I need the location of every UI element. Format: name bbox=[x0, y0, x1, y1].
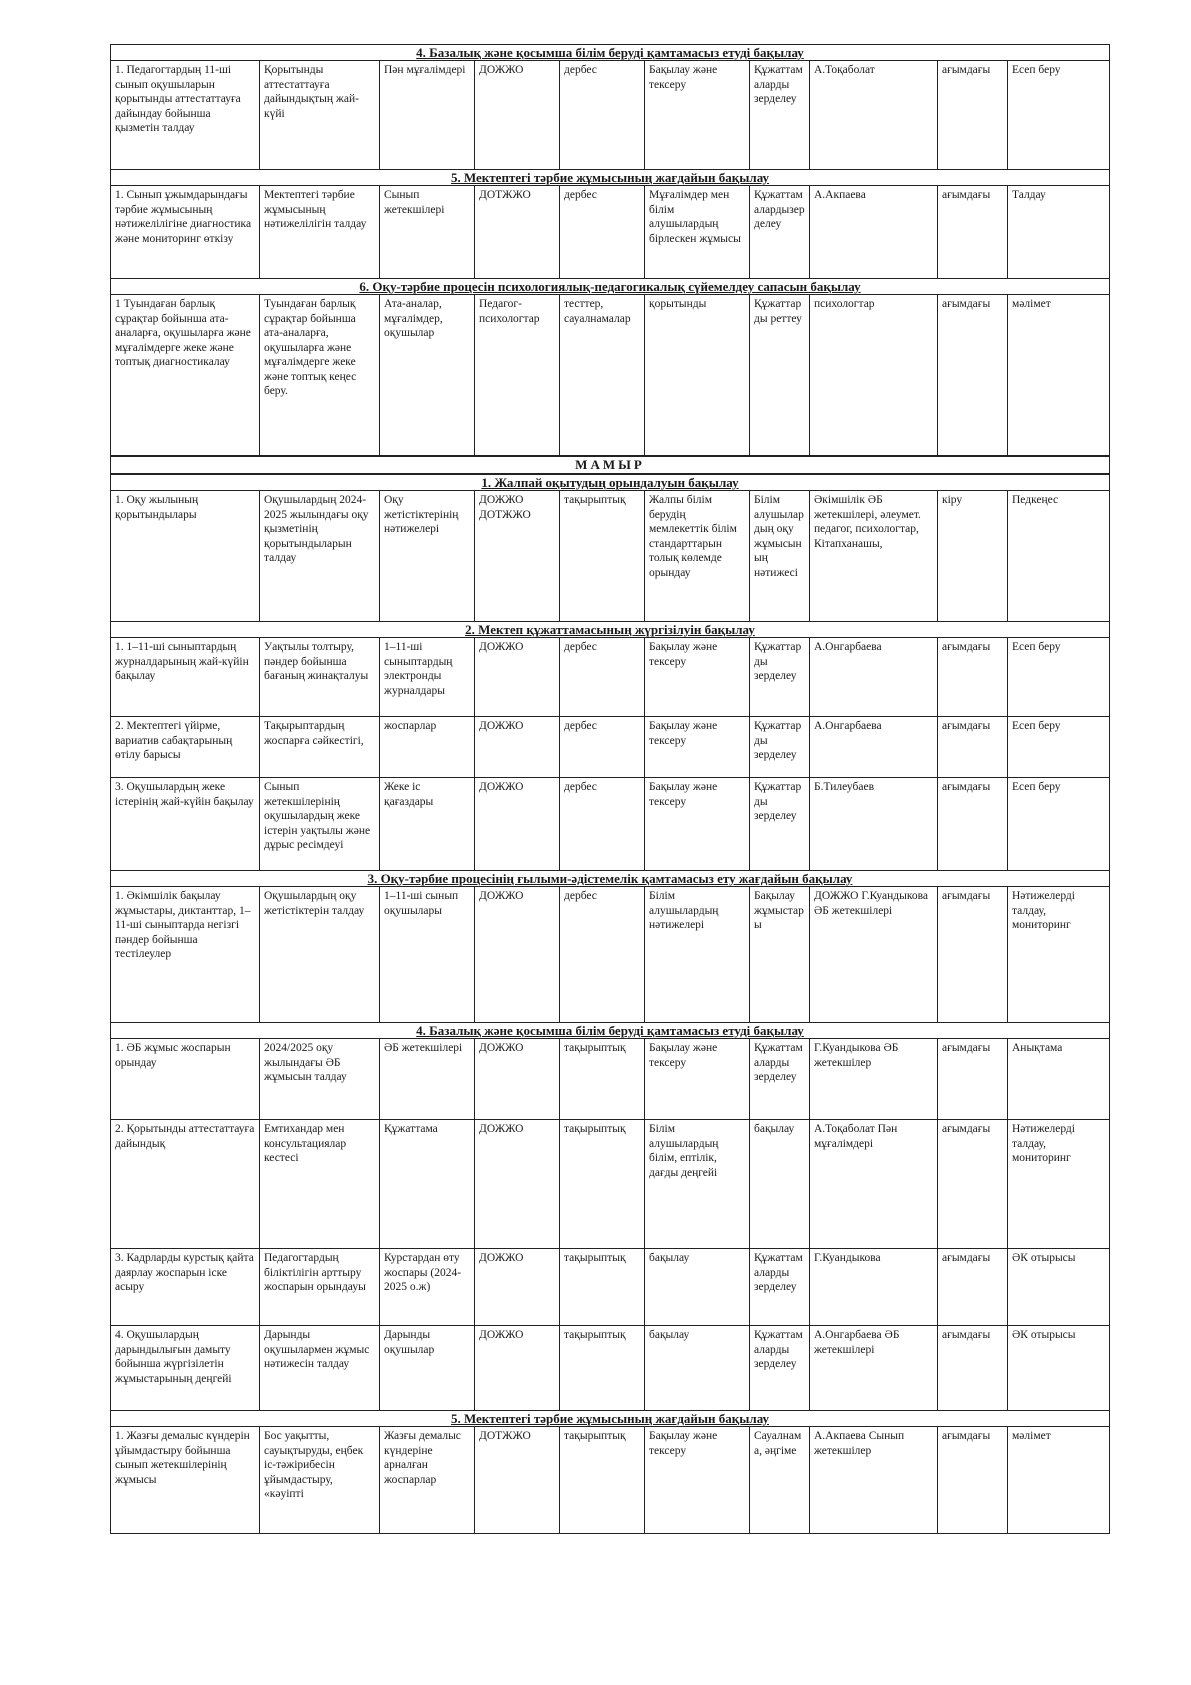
cell-method: дербес bbox=[559, 778, 644, 870]
cell-object: Пән мұғалімдері bbox=[379, 61, 474, 169]
cell-period: ағымдағы bbox=[937, 1427, 1007, 1533]
table-row bbox=[111, 491, 1109, 621]
cell-responsible: Б.Тилеубаев bbox=[809, 778, 937, 870]
cell-result: Талдау bbox=[1007, 186, 1111, 278]
cell-method: тақырыптық bbox=[559, 1039, 644, 1119]
section-title: 2. Мектеп құжаттамасының жүргізілуін бақылау bbox=[111, 622, 1109, 638]
cell-result: мәлімет bbox=[1007, 295, 1111, 455]
section bbox=[110, 44, 1110, 169]
cell-method: тесттер, сауалнамалар bbox=[559, 295, 644, 455]
cell-method: тақырыптық bbox=[559, 1120, 644, 1248]
cell-type: ДОЖЖО bbox=[474, 638, 559, 716]
cell-purpose: Уақтылы толтыру, пәндер бойынша бағаның жинақталуы bbox=[259, 638, 379, 716]
cell-object: Жеке іс қағаздары bbox=[379, 778, 474, 870]
cell-form: Құжаттарды зерделеу bbox=[749, 778, 809, 870]
cell-responsible: А.Тоқаболат bbox=[809, 61, 937, 169]
cell-period: ағымдағы bbox=[937, 186, 1007, 278]
cell-activity: 2. Қорытынды аттестаттауға дайындық bbox=[115, 1123, 255, 1150]
cell-responsible: А.Акпаева bbox=[809, 186, 937, 278]
section bbox=[110, 1022, 1110, 1410]
cell-type: Педагог-психологтар bbox=[474, 295, 559, 455]
cell-result: Есеп беру bbox=[1007, 638, 1111, 716]
cell-purpose: Педагогтардың біліктілігін арттыру жоспарын орындауы bbox=[259, 1249, 379, 1325]
cell-responsible: психологтар bbox=[809, 295, 937, 455]
cell-form: Құжаттамаларды зерделеу bbox=[749, 1326, 809, 1410]
cell-form: Құжаттамаларды зерделеу bbox=[749, 1249, 809, 1325]
cell-method: дербес bbox=[559, 717, 644, 777]
table-row bbox=[111, 1427, 1109, 1533]
cell-object: ӘБ жетекшілері bbox=[379, 1039, 474, 1119]
section-title: 3. Оқу-тәрбие процесінің ғылыми-әдістемелік қамтамасыз ету жағдайын бақылау bbox=[111, 871, 1109, 887]
cell-method: дербес bbox=[559, 186, 644, 278]
cell-type: ДОТЖЖО bbox=[474, 186, 559, 278]
cell-period: ағымдағы bbox=[937, 1120, 1007, 1248]
cell-activity: 1. Әкімшілік бақылау жұмыстары, диктанттар, 1–11-ші сыныптарда негізгі пәндер бойынша тестілеулер bbox=[115, 890, 251, 960]
cell-responsible: А.Тоқаболат Пән мұғалімдері bbox=[809, 1120, 937, 1248]
cell-responsible: Г.Куандыкова bbox=[809, 1249, 937, 1325]
month-header bbox=[110, 456, 1110, 474]
month-title: МАМЫР bbox=[111, 457, 1109, 474]
cell-type: ДОЖЖО bbox=[474, 1120, 559, 1248]
section bbox=[110, 474, 1110, 621]
cell-activity: 1. Оқу жылының қорытындылары bbox=[115, 494, 199, 521]
cell-content: Мұғалімдер мен білім алушылардың бірлескен жұмысы bbox=[644, 186, 749, 278]
cell-purpose: Мектептегі тәрбие жұмысының нәтижелілігін талдау bbox=[259, 186, 379, 278]
cell-content: Бақылау және тексеру bbox=[644, 1039, 749, 1119]
cell-activity: 3. Кадрларды курстық қайта даярлау жоспарын іске асыру bbox=[115, 1252, 254, 1293]
cell-result: Есеп беру bbox=[1007, 717, 1111, 777]
cell-object: Оқу жетістіктерінің нәтижелері bbox=[379, 491, 474, 621]
cell-period: ағымдағы bbox=[937, 717, 1007, 777]
cell-object: 1–11-ші сыныптардың электронды журналдары bbox=[379, 638, 474, 716]
cell-period: кіру bbox=[937, 491, 1007, 621]
table-row bbox=[111, 61, 1109, 169]
cell-type: ДОЖЖО bbox=[474, 1249, 559, 1325]
section bbox=[110, 621, 1110, 870]
section-title: 5. Мектептегі тәрбие жұмысының жағдайын бақылау bbox=[111, 170, 1109, 186]
cell-purpose: 2024/2025 оқу жылындағы ӘБ жұмысын талдау bbox=[259, 1039, 379, 1119]
cell-method: дербес bbox=[559, 638, 644, 716]
cell-content: Бақылау және тексеру bbox=[644, 61, 749, 169]
cell-period: ағымдағы bbox=[937, 638, 1007, 716]
cell-responsible: Әкімшілік ӘБ жетекшілері, әлеумет. педагог, психологтар, Кітапханашы, bbox=[809, 491, 937, 621]
cell-method: дербес bbox=[559, 61, 644, 169]
cell-form: Бақылау жұмыстары bbox=[749, 887, 809, 1022]
cell-period: ағымдағы bbox=[937, 778, 1007, 870]
cell-purpose: Сынып жетекшілерінің оқушылардың жеке істерін уақтылы және дұрыс ресімдеуі bbox=[259, 778, 379, 870]
section-title: 4. Базалық және қосымша білім беруді қамтамасыз етуді бақылау bbox=[111, 1023, 1109, 1039]
cell-activity: 1. Жазғы демалыс күндерін ұйымдастыру бойынша сынып жетекшілерінің жұмысы bbox=[115, 1430, 250, 1486]
cell-activity: 2. Мектептегі үйірме, вариатив сабақтарының өтілу барысы bbox=[115, 720, 233, 761]
cell-form: Құжаттамаларды зерделеу bbox=[749, 1039, 809, 1119]
table-row bbox=[111, 295, 1109, 455]
cell-content: Бақылау және тексеру bbox=[644, 1427, 749, 1533]
section-title: 6. Оқу-тәрбие процесін психологиялық-педагогикалық сүйемелдеу сапасын бақылау bbox=[111, 279, 1109, 295]
cell-activity: 4. Оқушылардың дарындылығын дамыту бойынша жүргізілетін жұмыстарының деңгейі bbox=[115, 1329, 232, 1385]
cell-purpose: Оқушылардың оқу жетістіктерін талдау bbox=[259, 887, 379, 1022]
section-title: 1. Жалпай оқытудың орындалуын бақылау bbox=[111, 475, 1109, 491]
table-row bbox=[111, 887, 1109, 1022]
cell-method: дербес bbox=[559, 887, 644, 1022]
table-row bbox=[111, 717, 1109, 778]
cell-result: Педкеңес bbox=[1007, 491, 1111, 621]
cell-purpose: Туындаған барлық сұрақтар бойынша ата-аналарға, оқушыларға және мұғалімдерге жеке және топтық кеңес беру. bbox=[259, 295, 379, 455]
table-row bbox=[111, 186, 1109, 278]
cell-content: Бақылау және тексеру bbox=[644, 638, 749, 716]
cell-purpose: Дарынды оқушылармен жұмыс нәтижесін талдау bbox=[259, 1326, 379, 1410]
cell-form: Құжаттамаларды зерделеу bbox=[749, 61, 809, 169]
cell-result: Есеп беру bbox=[1007, 778, 1111, 870]
cell-object: Ата-аналар, мұғалімдер, оқушылар bbox=[379, 295, 474, 455]
cell-activity: 1 Туындаған барлық сұрақтар бойынша ата-аналарға, оқушыларға және мұғалімдерге жеке және топтық диагностикалау bbox=[115, 298, 251, 368]
table-row bbox=[111, 1120, 1109, 1249]
cell-object: жоспарлар bbox=[379, 717, 474, 777]
cell-type: ДОЖЖО bbox=[474, 1039, 559, 1119]
may-table bbox=[110, 474, 1110, 1534]
section-title: 4. Базалық және қосымша білім беруді қамтамасыз етуді бақылау bbox=[111, 45, 1109, 61]
cell-object: Курстардан өту жоспары (2024-2025 о.ж) bbox=[379, 1249, 474, 1325]
cell-content: бақылау bbox=[644, 1249, 749, 1325]
cell-method: тақырыптық bbox=[559, 1326, 644, 1410]
cell-activity: 1. ӘБ жұмыс жоспарын орындау bbox=[115, 1042, 231, 1069]
cell-method: тақырыптық bbox=[559, 491, 644, 621]
cell-object: 1–11-ші сынып оқушылары bbox=[379, 887, 474, 1022]
cell-form: бақылау bbox=[749, 1120, 809, 1248]
cell-result: Анықтама bbox=[1007, 1039, 1111, 1119]
cell-type: ДОЖЖО bbox=[474, 61, 559, 169]
cell-result: Нәтижелерді талдау, мониторинг bbox=[1007, 887, 1111, 1022]
section bbox=[110, 870, 1110, 1022]
section bbox=[110, 169, 1110, 278]
table-row bbox=[111, 778, 1109, 870]
table-row bbox=[111, 1039, 1109, 1120]
cell-form: Құжаттарды зерделеу bbox=[749, 638, 809, 716]
cell-method: тақырыптық bbox=[559, 1427, 644, 1533]
cell-content: Бақылау және тексеру bbox=[644, 717, 749, 777]
section bbox=[110, 1410, 1110, 1534]
cell-activity: 1. Сынып ұжымдарындағы тәрбие жұмысының нәтижелілігіне диагностика және мониторинг өткізу bbox=[115, 189, 252, 245]
cell-form: Құжаттарды зерделеу bbox=[749, 717, 809, 777]
cell-object: Жазғы демалыс күндеріне арналған жоспарлар bbox=[379, 1427, 474, 1533]
cell-form: Білім алушылардың оқу жұмысының нәтижесі bbox=[749, 491, 809, 621]
cell-result: ӘК отырысы bbox=[1007, 1326, 1111, 1410]
cell-period: ағымдағы bbox=[937, 887, 1007, 1022]
cell-type: ДОЖЖО bbox=[474, 778, 559, 870]
cell-period: ағымдағы bbox=[937, 1039, 1007, 1119]
cell-purpose: Емтихандар мен консультациялар кестесі bbox=[259, 1120, 379, 1248]
cell-object: Сынып жетекшілері bbox=[379, 186, 474, 278]
cell-responsible: А.Онгарбаева ӘБ жетекшілері bbox=[809, 1326, 937, 1410]
cell-content: Білім алушылардың білім, ептілік, дағды деңгейі bbox=[644, 1120, 749, 1248]
section-title: 5. Мектептегі тәрбие жұмысының жағдайын бақылау bbox=[111, 1411, 1109, 1427]
cell-result: Нәтижелерді талдау, мониторинг bbox=[1007, 1120, 1111, 1248]
cell-result: Есеп беру bbox=[1007, 61, 1111, 169]
table-row bbox=[111, 1249, 1109, 1326]
cell-activity: 1. Педагогтардың 11-ші сынып оқушыларын қорытынды аттестаттауға дайындау бойынша қызметін талдау bbox=[115, 64, 241, 134]
cell-result: ӘК отырысы bbox=[1007, 1249, 1111, 1325]
cell-form: Құжаттарды реттеу bbox=[749, 295, 809, 455]
cell-content: бақылау bbox=[644, 1326, 749, 1410]
cell-form: Құжаттамалардызерделеу bbox=[749, 186, 809, 278]
cell-period: ағымдағы bbox=[937, 295, 1007, 455]
cell-responsible: ДОЖЖО Г.Куандыкова ӘБ жетекшілері bbox=[809, 887, 937, 1022]
cell-activity: 3. Оқушылардың жеке істерінің жай-күйін бақылау bbox=[115, 781, 254, 808]
cell-object: Құжаттама bbox=[379, 1120, 474, 1248]
cell-type: ДОЖЖО bbox=[474, 1326, 559, 1410]
cell-purpose: Тақырыптардың жоспарға сәйкестігі, bbox=[259, 717, 379, 777]
cell-content: қорытынды bbox=[644, 295, 749, 455]
cell-type: ДОЖЖО ДОТЖЖО bbox=[474, 491, 559, 621]
cell-method: тақырыптық bbox=[559, 1249, 644, 1325]
cell-responsible: Г.Куандыкова ӘБ жетекшілер bbox=[809, 1039, 937, 1119]
document-page bbox=[110, 44, 1110, 1534]
cell-purpose: Қорытынды аттестаттауға дайындықтың жай-күйі bbox=[259, 61, 379, 169]
cell-object: Дарынды оқушылар bbox=[379, 1326, 474, 1410]
cell-type: ДОЖЖО bbox=[474, 887, 559, 1022]
cell-content: Білім алушылардың нәтижелері bbox=[644, 887, 749, 1022]
cell-period: ағымдағы bbox=[937, 1249, 1007, 1325]
cell-content: Жалпы білім берудің мемлекеттік білім стандарттарын толық көлемде орындау bbox=[644, 491, 749, 621]
table-row bbox=[111, 1326, 1109, 1410]
cell-responsible: А.Акпаева Сынып жетекшілер bbox=[809, 1427, 937, 1533]
section bbox=[110, 278, 1110, 456]
cell-purpose: Бос уақытты, сауықтыруды, еңбек іс-тәжірибесін ұйымдастыру, «кәуіпті bbox=[259, 1427, 379, 1533]
table-row bbox=[111, 638, 1109, 717]
cell-activity: 1. 1–11-ші сыныптардың журналдарының жай-күйін бақылау bbox=[115, 641, 249, 682]
cell-responsible: А.Онгарбаева bbox=[809, 638, 937, 716]
cell-period: ағымдағы bbox=[937, 61, 1007, 169]
cell-type: ДОЖЖО bbox=[474, 717, 559, 777]
cell-form: Сауалнама, әңгіме bbox=[749, 1427, 809, 1533]
cell-purpose: Оқушылардың 2024-2025 жылындағы оқу қызметінің қорытындыларын талдау bbox=[259, 491, 379, 621]
top-table bbox=[110, 44, 1110, 456]
cell-type: ДОТЖЖО bbox=[474, 1427, 559, 1533]
cell-period: ағымдағы bbox=[937, 1326, 1007, 1410]
cell-content: Бақылау және тексеру bbox=[644, 778, 749, 870]
cell-result: мәлімет bbox=[1007, 1427, 1111, 1533]
cell-responsible: А.Онгарбаева bbox=[809, 717, 937, 777]
